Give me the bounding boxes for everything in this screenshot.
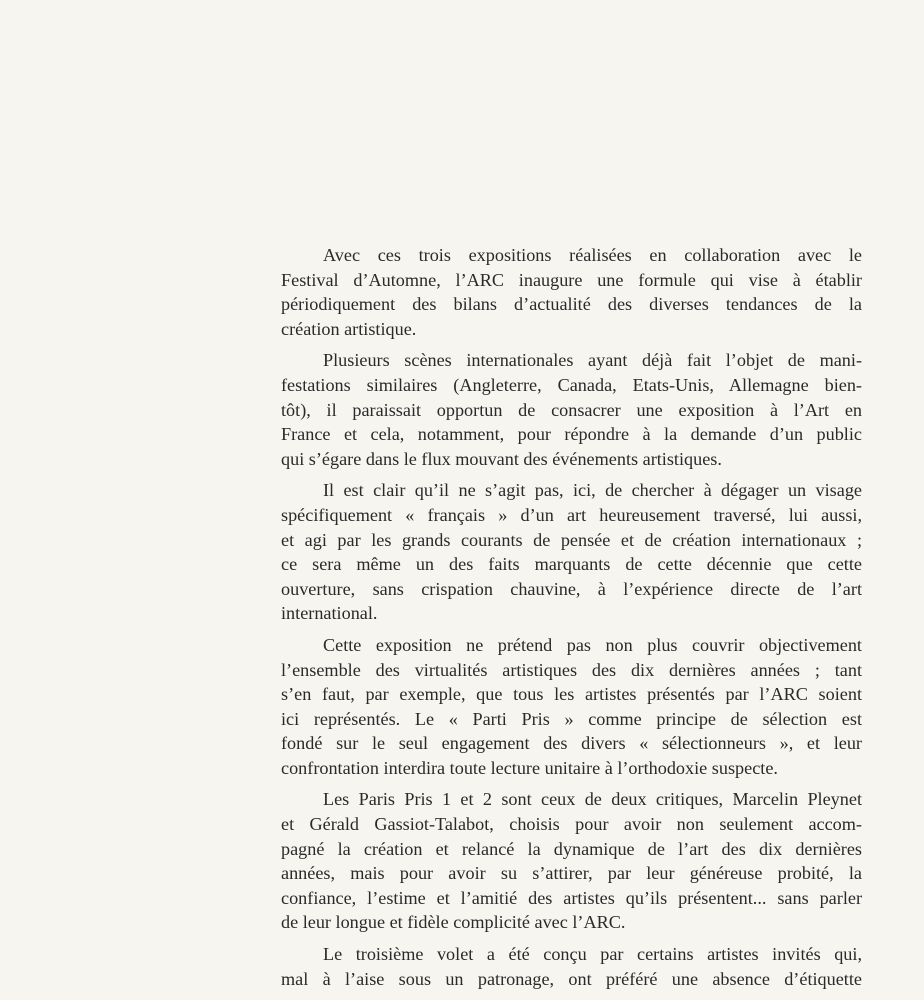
text-line: ici représentés. Le « Parti Pris » comme principe de sélection est xyxy=(281,708,862,729)
text-line: Les Paris Pris 1 et 2 sont ceux de deux critiques, Marcelin Pleynet xyxy=(323,789,862,810)
text-line: confiance, l’estime et l’amitié des artistes qu’ils présentent... sans parler xyxy=(281,887,862,908)
text-line: Il est clair qu’il ne s’agit pas, ici, de chercher à dégager un visage xyxy=(323,480,862,501)
text-line: tôt), il paraissait opportun de consacrer une exposition à l’Art en xyxy=(281,399,862,420)
text-line: festations similaires (Angleterre, Canada, Etats-Unis, Allemagne bien- xyxy=(281,374,862,395)
text-line: Plusieurs scènes internationales ayant déjà fait l’objet de mani- xyxy=(323,350,862,371)
paragraph-3 xyxy=(281,478,862,626)
paragraph-1 xyxy=(281,243,862,341)
paragraph-5 xyxy=(281,787,862,935)
text-line: et agi par les grands courants de pensée et de création internationaux ; xyxy=(281,529,862,550)
text-line: Cette exposition ne prétend pas non plus couvrir objectivement xyxy=(323,634,862,655)
text-line: Festival d’Automne, l’ARC inaugure une formule qui vise à établir xyxy=(281,269,862,290)
text-line: France et cela, notamment, pour répondre à la demande d’un public xyxy=(281,424,862,445)
text-line: années, mais pour avoir su s’attirer, par leur généreuse probité, la xyxy=(281,863,862,884)
paragraph-4 xyxy=(281,633,862,781)
text-line: création artistique. xyxy=(281,318,417,339)
text-line: mal à l’aise sous un patronage, ont préféré une absence d’étiquette xyxy=(281,968,862,989)
text-line: ouverture, sans crispation chauvine, à l’expérience directe de l’art xyxy=(281,578,862,599)
text-line: l’ensemble des virtualités artistiques des dix dernières années ; tant xyxy=(281,659,862,680)
body-text xyxy=(281,243,862,998)
text-line: ce sera même un des faits marquants de cette décennie que cette xyxy=(281,554,862,575)
text-line: spécifiquement « français » d’un art heureusement traversé, lui aussi, xyxy=(281,504,862,525)
paragraph-6 xyxy=(281,942,862,991)
text-line: Avec ces trois expositions réalisées en collaboration avec le xyxy=(323,245,862,265)
paragraph-2 xyxy=(281,348,862,471)
text-line: confrontation interdira toute lecture unitaire à l’orthodoxie suspecte. xyxy=(281,757,778,778)
text-line: de leur longue et fidèle complicité avec l’ARC. xyxy=(281,912,626,933)
text-line: pagné la création et relancé la dynamique de l’art des dix dernières xyxy=(281,838,862,859)
text-line: et Gérald Gassiot-Talabot, choisis pour avoir non seulement accom- xyxy=(281,814,862,835)
text-line: qui s’égare dans le flux mouvant des événements artistiques. xyxy=(281,448,722,469)
text-line: Le troisième volet a été conçu par certains artistes invités qui, xyxy=(323,944,862,965)
text-line: international. xyxy=(281,603,378,624)
text-line: fondé sur le seul engagement des divers « sélectionneurs », et leur xyxy=(281,733,862,754)
text-line: périodiquement des bilans d’actualité des diverses tendances de la xyxy=(281,294,862,315)
text-line: s’en faut, par exemple, que tous les artistes présentés par l’ARC soient xyxy=(281,684,862,705)
